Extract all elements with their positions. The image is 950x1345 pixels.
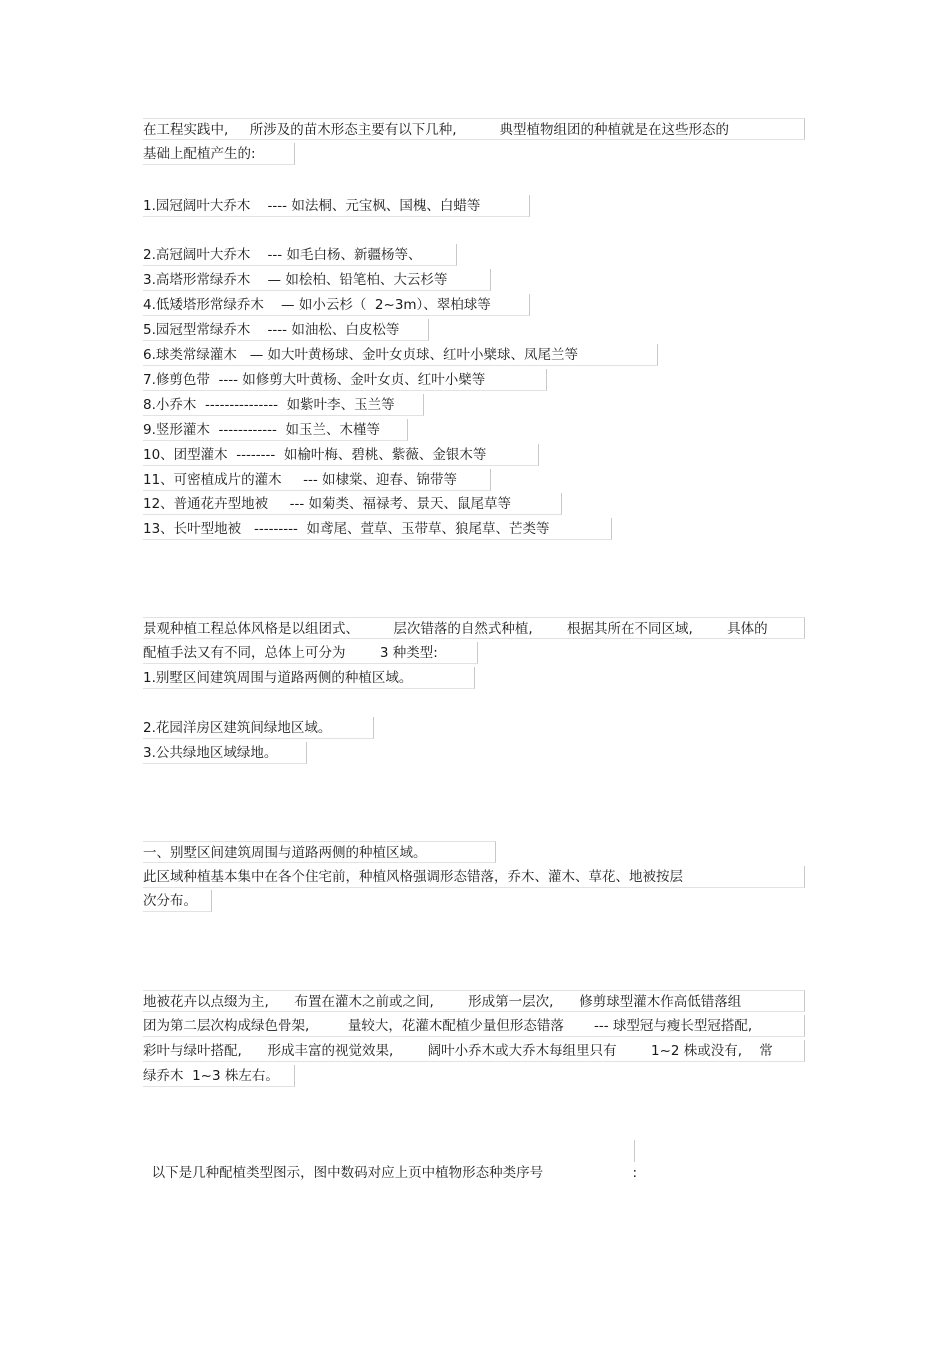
form-item-5: 5.园冠型常绿乔木 ---- 如油松、白皮松等 bbox=[143, 319, 429, 341]
form-item-12: 12、普通花卉型地被 --- 如菊类、福禄考、景天、鼠尾草等 bbox=[143, 493, 562, 515]
form-item-8: 8.小乔木 --------------- 如紫叶李、玉兰等 bbox=[143, 394, 424, 416]
style-type-1: 1.别墅区间建筑周围与道路两侧的种植区域。 bbox=[143, 667, 475, 689]
detail-line-3: 彩叶与绿叶搭配, 形成丰富的视觉效果, 阔叶小乔木或大乔木每组里只有 1~2 株或没有, 常 bbox=[143, 1040, 805, 1062]
form-item-3: 3.高塔形常绿乔木 — 如桧柏、铅笔柏、大云杉等 bbox=[143, 269, 491, 291]
closing-colon: : bbox=[632, 1165, 637, 1181]
section-heading: 一、别墅区间建筑周围与道路两侧的种植区域。 bbox=[143, 841, 496, 863]
section-line-2: 次分布。 bbox=[143, 890, 212, 912]
form-item-7: 7.修剪色带 ---- 如修剪大叶黄杨、金叶女贞、红叶小檗等 bbox=[143, 369, 547, 391]
style-type-3: 3.公共绿地区域绿地。 bbox=[143, 742, 307, 764]
style-line-1: 景观种植工程总体风格是以组团式、 层次错落的自然式种植, 根据其所在不同区域, 具体的 bbox=[143, 617, 805, 639]
section-line-1: 此区域种植基本集中在各个住宅前，种植风格强调形态错落，乔木、灌木、草花、地被按层 bbox=[143, 866, 805, 888]
form-item-2: 2.高冠阔叶大乔木 --- 如毛白杨、新疆杨等、 bbox=[143, 244, 457, 266]
form-item-10: 10、团型灌木 -------- 如榆叶梅、碧桃、紫薇、金银木等 bbox=[143, 444, 539, 466]
style-line-2: 配植手法又有不同，总体上可分为 3 种类型: bbox=[143, 642, 478, 664]
intro-line-1: 在工程实践中, 所涉及的苗木形态主要有以下几种, 典型植物组团的种植就是在这些形态的 bbox=[143, 118, 805, 140]
form-item-11: 11、可密植成片的灌木 --- 如棣棠、迎春、锦带等 bbox=[143, 469, 491, 491]
detail-line-2: 团为第二层次构成绿色骨架, 量较大，花灌木配植少量但形态错落 --- 球型冠与瘦长型冠搭配, bbox=[143, 1015, 805, 1037]
closing-text: 以下是几种配植类型图示，图中数码对应上页中植物形态种类序号 bbox=[151, 1165, 544, 1181]
form-item-4: 4.低矮塔形常绿乔木 — 如小云杉（ 2~3m）、翠柏球等 bbox=[143, 294, 530, 316]
style-type-2: 2.花园洋房区建筑间绿地区域。 bbox=[143, 717, 374, 739]
form-item-1: 1.园冠阔叶大乔木 ---- 如法桐、元宝枫、国槐、白蜡等 bbox=[143, 195, 530, 217]
detail-line-1: 地被花卉以点缀为主, 布置在灌木之前或之间, 形成第一层次, 修剪球型灌木作高低错落组 bbox=[143, 990, 805, 1012]
intro-line-2: 基础上配植产生的: bbox=[143, 143, 295, 165]
form-item-6: 6.球类常绿灌木 — 如大叶黄杨球、金叶女贞球、红叶小檗球、凤尾兰等 bbox=[143, 344, 658, 366]
form-item-13: 13、长叶型地被 --------- 如鸢尾、萱草、玉带草、狼尾草、芒类等 bbox=[143, 518, 612, 540]
detail-line-4: 绿乔木 1~3 株左右。 bbox=[143, 1065, 295, 1087]
form-item-9: 9.竖形灌木 ------------ 如玉兰、木槿等 bbox=[143, 419, 408, 441]
closing-line bbox=[143, 1140, 637, 1181]
